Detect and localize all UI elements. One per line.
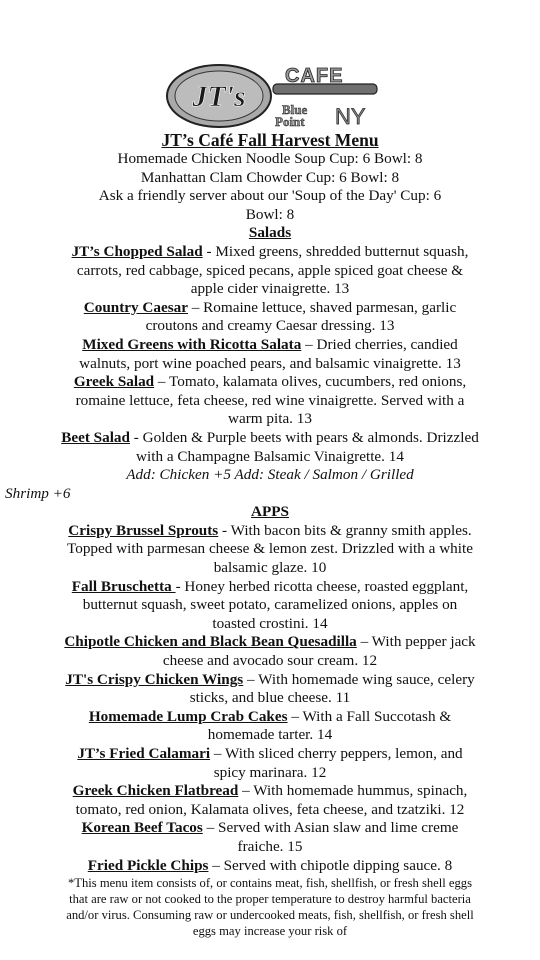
svg-text:NY: NY [335,104,366,129]
item-name: Greek Chicken Flatbread [72,782,239,800]
soups-block [60,150,480,224]
salads-heading: Salads [248,224,292,242]
menu-item [60,578,480,634]
menu-item [60,633,480,670]
item-description: - With bacon bits & granny smith apples. Topped with parmesan cheese & lemon zest. Drizzled with a white balsamic glaze. 10 [67,521,473,577]
menu-content [5,130,480,939]
item-name: Chipotle Chicken and Black Bean Quesadilla [64,633,357,651]
menu-item [60,671,480,708]
item-name: JT's Crispy Chicken Wings [65,670,244,688]
item-description: – Tomato, kalamata olives, cucumbers, red onions, romaine lettuce, feta cheese, red wine vinaigrette. Served with a warm pita. 13 [75,373,467,428]
item-name: Country Caesar [83,298,188,316]
menu-item [60,782,480,819]
menu-item [60,745,480,782]
addons-shrimp: Shrimp +6 [5,484,71,502]
svg-text:Blue: Blue [282,102,308,117]
item-name: Mixed Greens with Ricotta Salata [82,335,302,353]
menu-item [60,299,480,336]
svg-text:CAFE: CAFE [285,65,344,87]
menu-item [60,819,480,856]
menu-item [60,336,480,373]
item-name: Fried Pickle Chips [87,856,209,874]
menu-title: JT’s Café Fall Harvest Menu [161,130,379,150]
item-name: Beet Salad [61,428,130,446]
item-name: Fall Bruschetta [71,577,176,595]
item-description: – With homemade hummus, spinach, tomato, red onion, Kalamata olives, feta cheese, and tzatziki. 12 [75,782,468,818]
item-name: JT’s Fried Calamari [77,745,211,762]
item-name: Greek Salad [73,373,155,391]
soup-line-3: Ask a friendly server about our 'Soup of the Day' Cup: 6 [98,187,442,205]
soup-line-4: Bowl: 8 [245,205,295,223]
item-description: – With homemade wing sauce, celery sticks, and blue cheese. 11 [189,670,475,707]
svg-text:JT's: JT's [192,80,246,113]
svg-text:Point: Point [275,114,305,129]
menu-item [60,243,480,299]
menu-item [60,429,480,466]
item-description: - Honey herbed ricotta cheese, roasted eggplant, butternut squash, sweet potato, caramelized onions, apples on toasted crostini. 14 [82,577,469,632]
item-description: – With pepper jack cheese and avocado sour cream. 12 [162,633,476,670]
item-name: JT’s Chopped Salad [71,242,203,260]
item-description: – Dried cherries, candied walnuts, port wine poached pears, and balsamic vinaigrette. 13 [79,335,461,372]
soup-line-1: Homemade Chicken Noodle Soup Cup: 6 Bowl: 8 [117,150,423,167]
food-safety-disclaimer: *This menu item consists of, or contains meat, fish, shellfish, or fresh shell eggs that are raw or not cooked to the proper temperature to destroy harmful bacteria and/or virus. Consuming raw or undercooked meats, fish, shellfish, or fresh shell eggs may increase your risk of [66,876,474,939]
salad-addons-line-2 [5,485,480,504]
item-description: – With sliced cherry peppers, lemon, and spicy marinara. 12 [210,745,463,781]
menu-item [60,373,480,429]
item-description: – With a Fall Succotash & homemade tarter. 14 [207,707,452,744]
apps-heading: APPS [251,503,289,521]
item-description: – Romaine lettuce, shaved parmesan, garlic croutons and creamy Caesar dressing. 13 [145,298,457,335]
item-description: – Served with chipotle dipping sauce. 8 [208,856,453,874]
soup-line-2: Manhattan Clam Chowder Cup: 6 Bowl: 8 [140,168,400,186]
item-description: - Mixed greens, shredded butternut squash, carrots, red cabbage, spiced pecans, apple spiced goat cheese & apple cider vinaigrette. 13 [76,242,469,298]
menu-item [60,522,480,578]
jts-cafe-logo [165,62,380,130]
item-name: Crispy Brussel Sprouts [68,521,219,539]
salad-addons-line: Add: Chicken +5 Add: Steak / Salmon / Grilled [126,466,414,484]
item-name: Korean Beef Tacos [81,819,203,837]
item-description: – Served with Asian slaw and lime creme fraiche. 15 [202,819,459,855]
menu-item [60,857,480,876]
item-description: - Golden & Purple beets with pears & almonds. Drizzled with a Champagne Balsamic Vinaigrette. 14 [129,428,479,465]
menu-item [60,708,480,745]
item-name: Homemade Lump Crab Cakes [88,707,288,725]
